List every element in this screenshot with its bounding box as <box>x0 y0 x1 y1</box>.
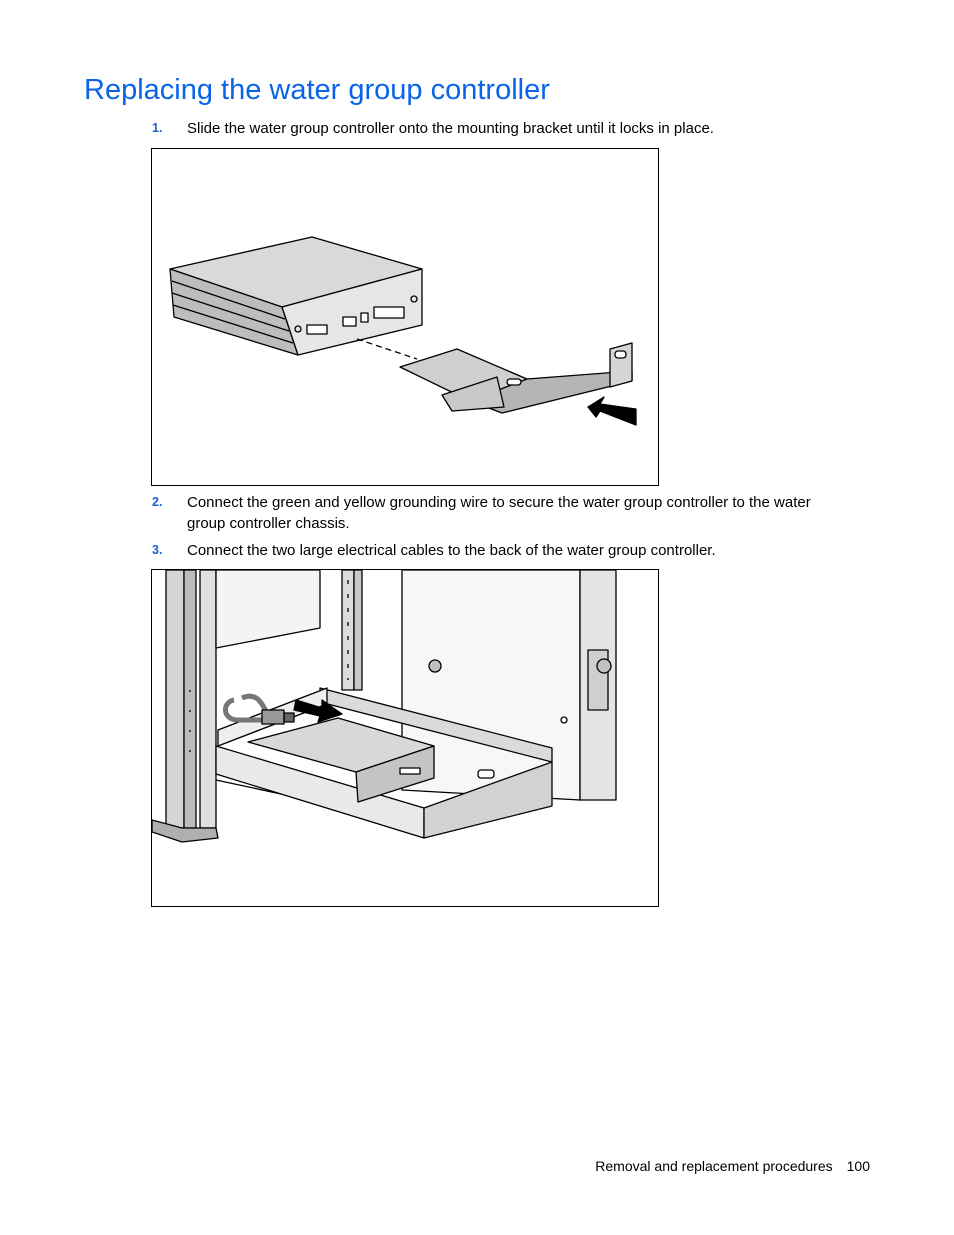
step-3 <box>152 540 842 561</box>
step-text: Slide the water group controller onto the mounting bracket until it locks in place. <box>187 120 714 137</box>
step-2 <box>152 492 842 534</box>
step-text: Connect the two large electrical cables to the back of the water group controller. <box>187 542 716 559</box>
page-title: Replacing the water group controller <box>84 74 550 106</box>
step-text: Connect the green and yellow grounding wire to secure the water group controller to the water group controller chassis. <box>187 494 811 532</box>
page-number: 100 <box>846 1158 870 1174</box>
cable-connection-illustration <box>152 570 658 906</box>
step-1 <box>152 118 842 139</box>
step-number: 1. <box>152 121 163 135</box>
step-number: 2. <box>152 495 163 509</box>
figure-controller-bracket <box>151 148 659 486</box>
controller-bracket-illustration <box>152 149 658 485</box>
page-footer <box>595 1158 870 1174</box>
figure-cable-connection <box>151 569 659 907</box>
step-number: 3. <box>152 543 163 557</box>
footer-section: Removal and replacement procedures <box>595 1158 833 1174</box>
